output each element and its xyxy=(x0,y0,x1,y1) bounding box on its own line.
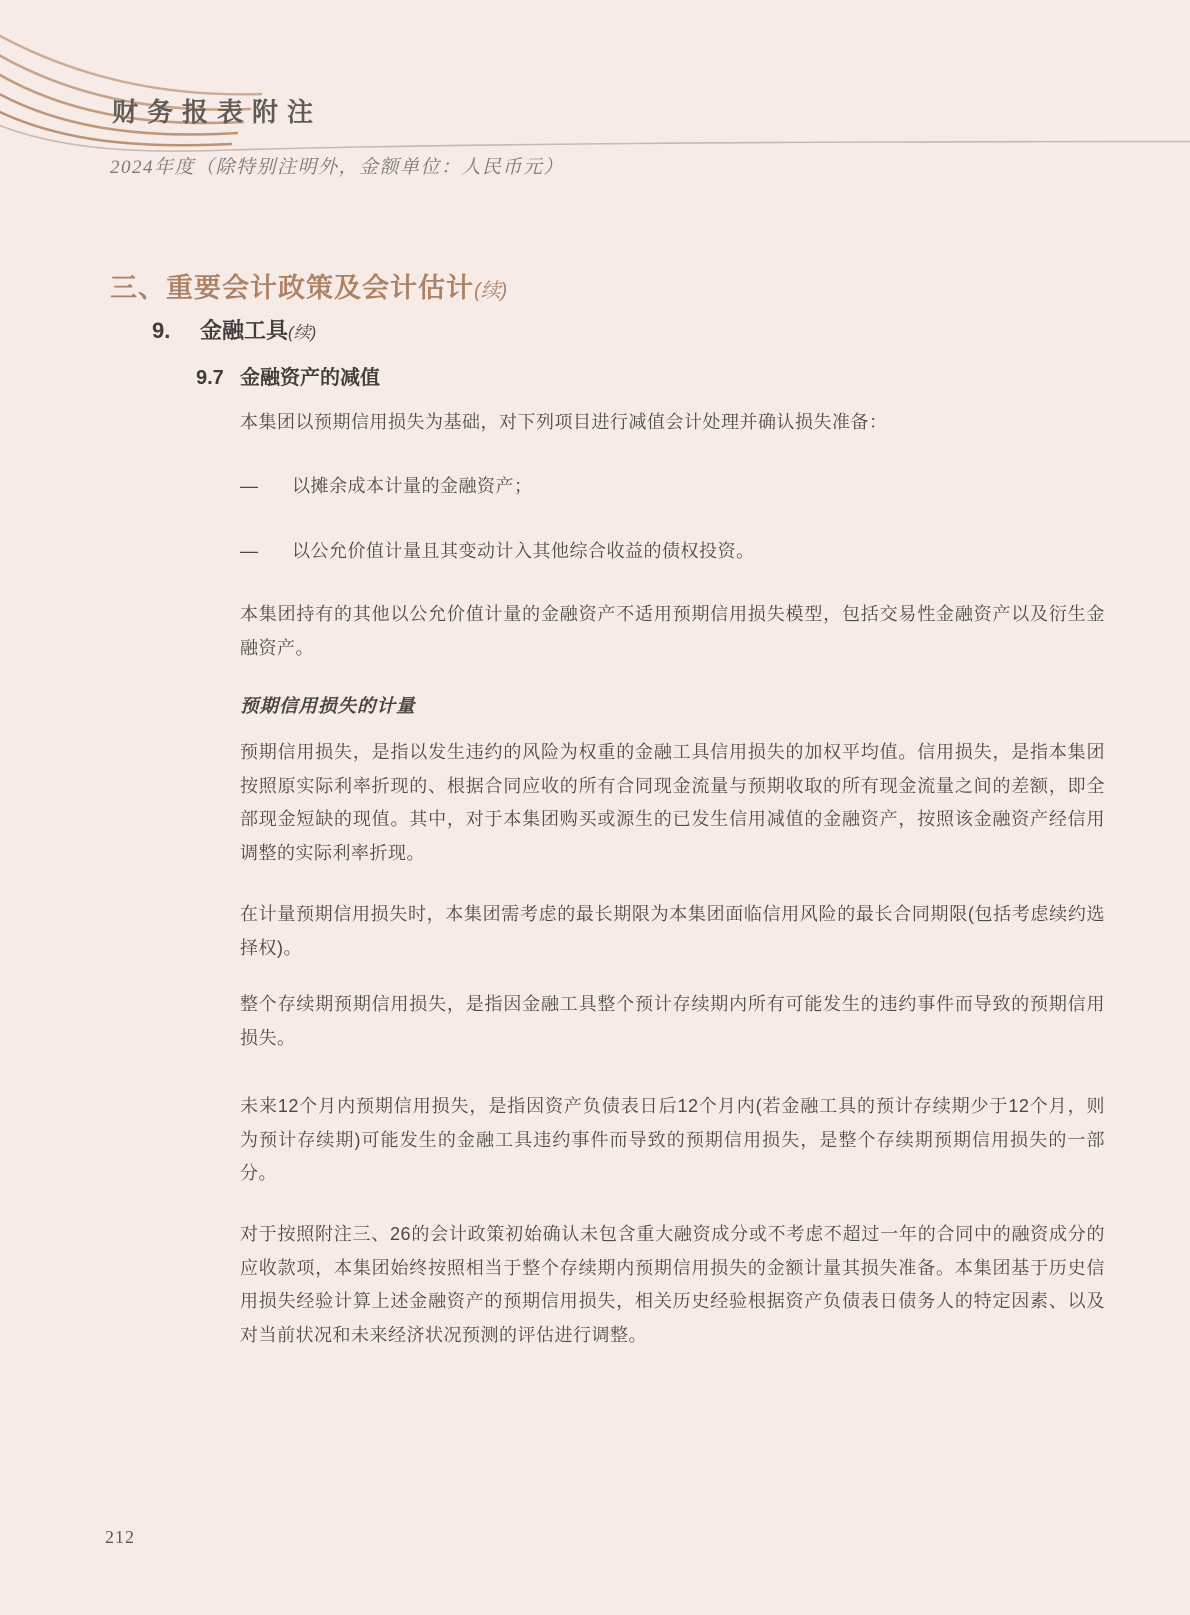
paragraph-ecl-definition: 预期信用损失，是指以发生违约的风险为权重的金融工具信用损失的加权平均值。信用损失，是指本集团按照原实际利率折现的、根据合同应收的所有合同现金流量与预期收取的所有现金流量之间的差额，即全部现金短缺的现值。其中，对于本集团购买或源生的已发生信用减值的金融资产，按照该金融资产经信用调整的实际利率折现。 xyxy=(240,742,1105,863)
paragraph-intro: 本集团以预期信用损失为基础，对下列项目进行减值会计处理并确认损失准备： xyxy=(240,412,888,432)
paragraph-lifetime-ecl: 整个存续期预期信用损失，是指因金融工具整个预计存续期内所有可能发生的违约事件而导致的预期信用损失。 xyxy=(240,994,1105,1048)
page-number: 212 xyxy=(105,1527,135,1547)
section-heading xyxy=(110,266,507,305)
body-subheading-ecl-measurement: 预期信用损失的计量 xyxy=(240,695,416,716)
subsection-heading xyxy=(152,314,316,345)
list-item-text: 以摊余成本计量的金融资产； xyxy=(292,476,533,496)
page-title: 财务报表附注 xyxy=(112,98,323,127)
paragraph-12-month-ecl: 未来12个月内预期信用损失，是指因资产负债表日后12个月内(若金融工具的预计存续期少于12个月，则为预计存续期)可能发生的金融工具违约事件而导致的预期信用损失，是整个存续期预期信用损失的一部分。 xyxy=(240,1096,1105,1183)
subsection-title: 金融工具 xyxy=(200,318,289,343)
subsubsection-title: 金融资产的减值 xyxy=(240,367,380,389)
subsection-continued-suffix: (续) xyxy=(288,323,317,342)
list-item xyxy=(240,535,1105,569)
section-title: 重要会计政策及会计估计 xyxy=(166,273,474,303)
paragraph-max-period: 在计量预期信用损失时，本集团需考虑的最长期限为本集团面临信用风险的最长合同期限(包括考虑续约选择权)。 xyxy=(240,904,1105,958)
subsubsection-number: 9.7 xyxy=(196,367,224,389)
paragraph-scope: 本集团持有的其他以公允价值计量的金融资产不适用预期信用损失模型，包括交易性金融资产以及衍生金融资产。 xyxy=(240,604,1105,658)
brand-swoosh-decoration xyxy=(0,0,1190,170)
page-subtitle: 2024年度（除特别注明外，金额单位：人民币元） xyxy=(110,157,565,178)
subsection-number: 9. xyxy=(152,318,171,343)
paragraph-receivables-policy: 对于按照附注三、26的会计政策初始确认未包含重大融资成分或不考虑不超过一年的合同中的融资成分的应收款项，本集团始终按照相当于整个存续期内预期信用损失的金额计量其损失准备。本集团基于历史信用损失经验计算上述金融资产的预期信用损失，相关历史经验根据资产负债表日债务人的特定因素、以及对当前状况和未来经济状况预测的评估进行调整。 xyxy=(240,1224,1105,1345)
dash-bullet-marker: — xyxy=(240,476,259,496)
dash-bullet-marker: — xyxy=(240,541,259,561)
list-item-text: 以公允价值计量且其变动计入其他综合收益的债权投资。 xyxy=(292,541,755,561)
section-continued-suffix: (续) xyxy=(474,280,508,302)
subsubsection-heading xyxy=(196,361,380,390)
list-item xyxy=(240,470,1105,504)
section-number: 三、 xyxy=(110,273,166,303)
